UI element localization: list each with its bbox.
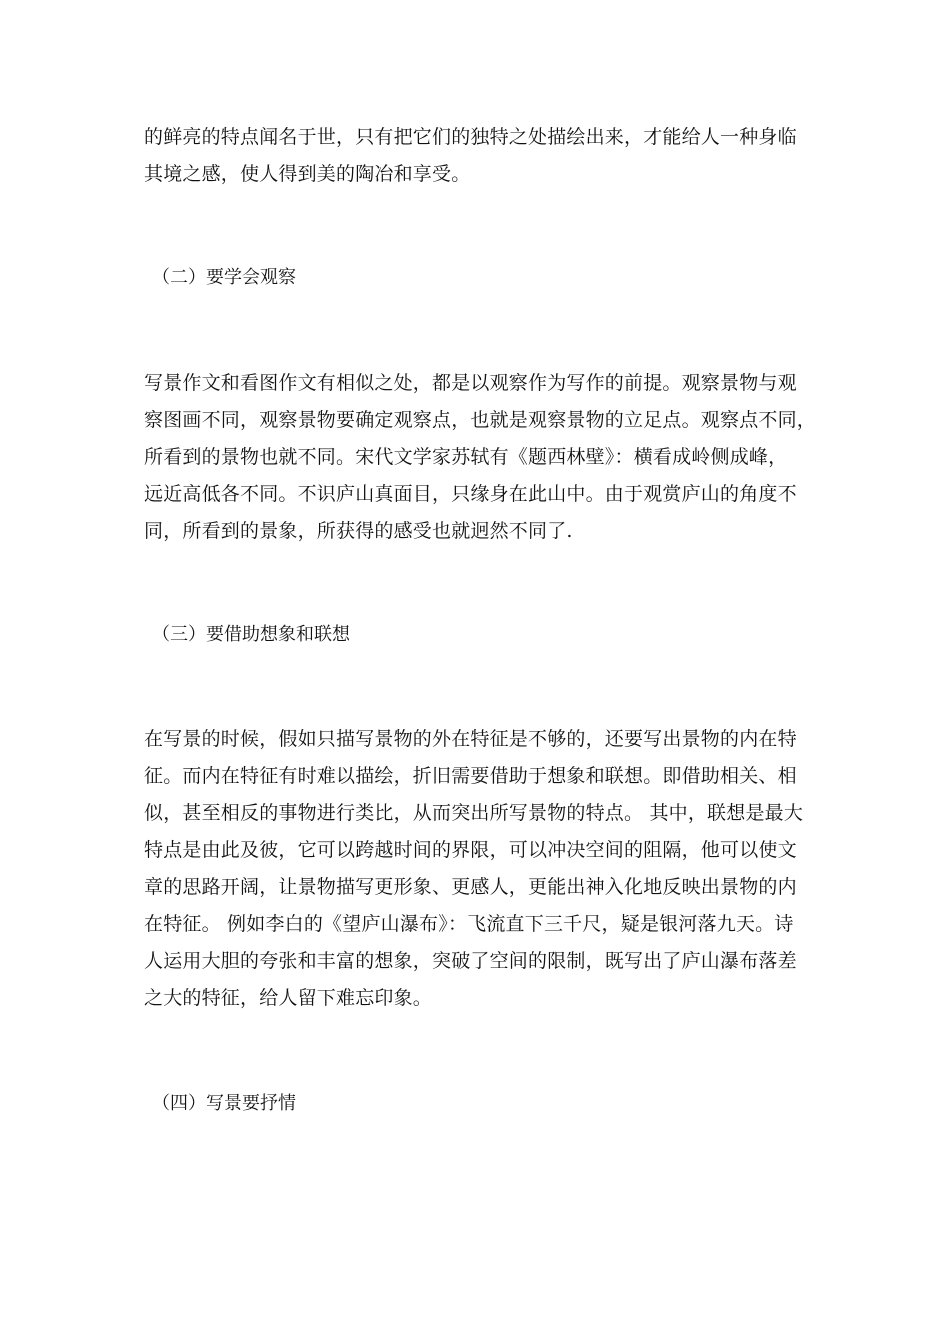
- paragraph-line: 同，所看到的景象，所获得的感受也就迥然不同了.: [144, 520, 573, 542]
- paragraph-line: 写景作文和看图作文有相似之处，都是以观察作为写作的前提。观察景物与观: [144, 372, 797, 394]
- paragraph-line: 章的思路开阔，让景物描写更形象、更感人，更能出神入化地反映出景物的内: [144, 876, 797, 898]
- paragraph-line: 似，甚至相反的事物进行类比，从而突出所写景物的特点。 其中，联想是最大: [144, 802, 804, 824]
- paragraph-line: 人运用大胆的夸张和丰富的想象，突破了空间的限制，既写出了庐山瀑布落差: [144, 950, 797, 972]
- paragraph-line: 在写景的时候，假如只描写景物的外在特征是不够的，还要写出景物的内在特: [144, 728, 797, 750]
- paragraph-line: 之大的特征，给人留下难忘印象。: [144, 987, 433, 1009]
- paragraph-line: 特点是由此及彼，它可以跨越时间的界限，可以冲决空间的阻隔，他可以使文: [144, 839, 797, 861]
- paragraph-line: 在特征。 例如李白的《望庐山瀑布》：飞流直下三千尺，疑是银河落九天。诗: [144, 913, 794, 935]
- paragraph-line: 所看到的景物也就不同。宋代文学家苏轼有《题西林壁》：横看成岭侧成峰，: [144, 446, 788, 468]
- section-heading-2: （二）要学会观察: [152, 267, 296, 288]
- section-heading-4: （四）写景要抒情: [152, 1093, 296, 1114]
- paragraph-line: 征。而内在特征有时难以描绘，折旧需要借助于想象和联想。即借助相关、相: [144, 765, 797, 787]
- section-heading-3: （三）要借助想象和联想: [152, 624, 350, 645]
- paragraph-line: 的鲜亮的特点闻名于世，只有把它们的独特之处描绘出来，才能给人一种身临: [144, 126, 797, 148]
- paragraph-line: 远近高低各不同。不识庐山真面目，只缘身在此山中。由于观赏庐山的角度不: [144, 483, 797, 505]
- paragraph-line: 其境之感，使人得到美的陶冶和享受。: [144, 163, 471, 185]
- paragraph-line: 察图画不同，观察景物要确定观察点，也就是观察景物的立足点。观察点不同，: [144, 409, 817, 431]
